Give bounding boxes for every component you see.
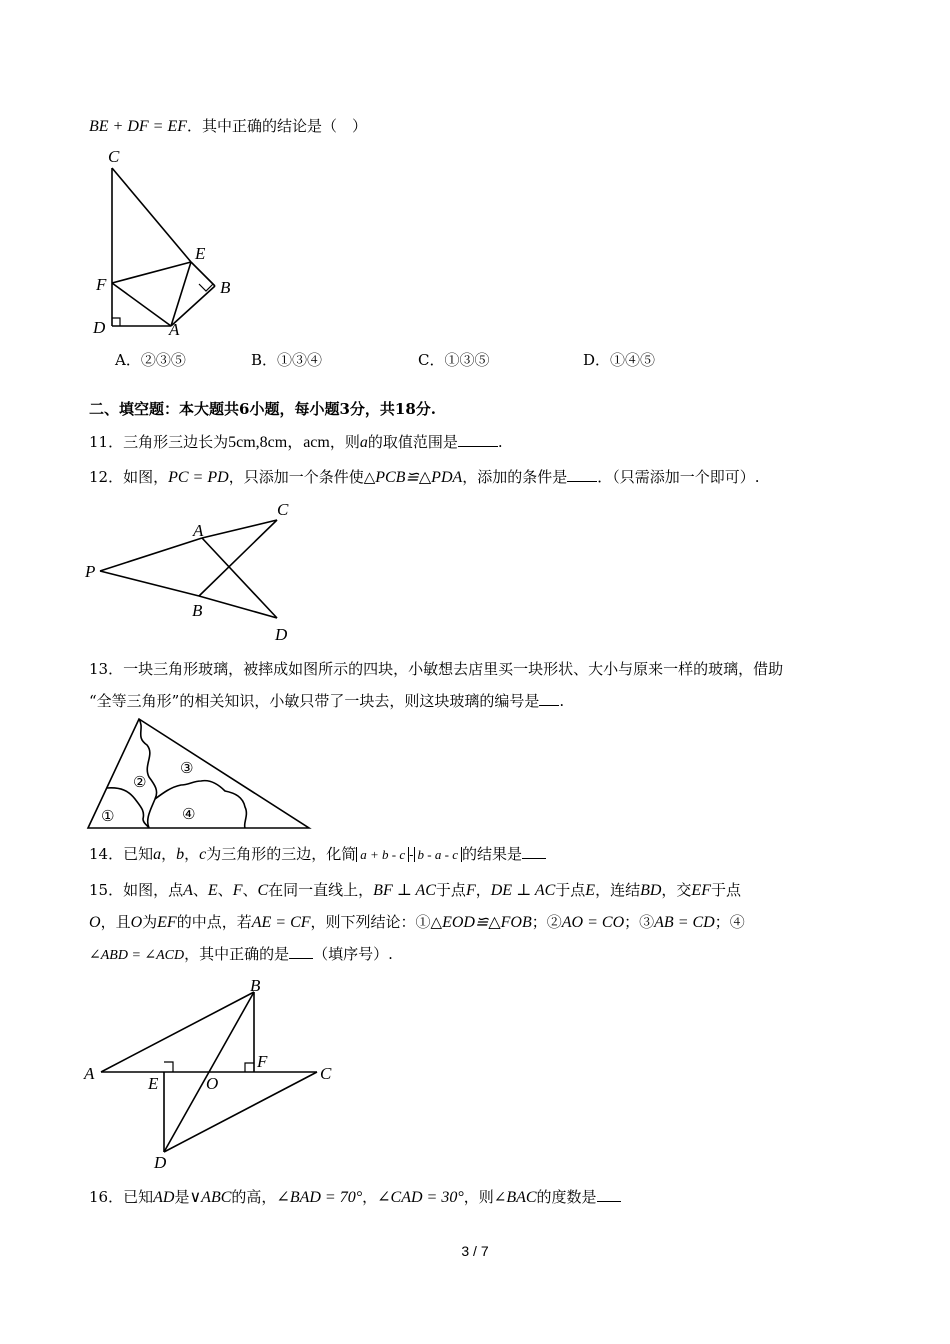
question-text: ．其中正确的结论是（ ） <box>187 117 368 135</box>
question-14: 14．已知a，b，c为三角形的三边，化简 a + b - c - b - a - c 的结果是 <box>89 843 546 867</box>
page-number: 3 / 7 <box>461 1243 489 1259</box>
question-13-line2: “全等三角形”的相关知识，小敏只带了一块去，则这块玻璃的编号是 . <box>89 692 565 710</box>
option-c[interactable]: C．①③⑤ <box>418 351 490 369</box>
question-15-line1: 15．如图，点A、E、F、C在同一直线上，BF ⊥ AC于点F，DE ⊥ AC于点E，连结BD，交EF于点 <box>89 881 741 899</box>
label-D: D <box>154 1153 167 1172</box>
label-D: D <box>93 318 106 337</box>
label-B: B <box>250 976 261 995</box>
label-A: A <box>169 320 180 339</box>
label-B: B <box>220 278 231 297</box>
question-10-tail <box>89 115 367 138</box>
label-A: A <box>193 521 204 540</box>
piece-1: ① <box>101 807 115 825</box>
answer-blank[interactable] <box>567 467 597 482</box>
option-d[interactable]: D．①④⑤ <box>583 351 656 369</box>
answer-blank[interactable] <box>458 432 498 447</box>
answer-blank[interactable] <box>289 944 313 959</box>
figure-broken-glass <box>85 715 315 835</box>
answer-blank[interactable] <box>522 844 546 859</box>
formula: BE + DF = EF <box>89 118 188 135</box>
question-15-line3: ∠ABD = ∠ACD，其中正确的是 （填序号）. <box>89 945 393 963</box>
label-E: E <box>195 244 206 263</box>
section-heading: 二、填空题：本大题共6小题，每小题3分，共18分. <box>89 400 436 418</box>
label-O: O <box>206 1074 219 1093</box>
piece-2: ② <box>133 773 147 791</box>
question-12: 12．如图，PC = PD，只添加一个条件使△PCB≌△PDA，添加的条件是 ．（只需添加一个即可）. <box>89 468 760 486</box>
figure-kite <box>80 495 320 645</box>
piece-4: ④ <box>182 805 196 823</box>
option-b[interactable]: B．①③④ <box>251 351 323 369</box>
question-15-line2: O，且O为EF的中点，若AE = CF，则下列结论：①△EOD≌△FOB；②AO = CO；③AB = CD；④ <box>89 913 745 931</box>
answer-blank[interactable] <box>597 1187 621 1202</box>
label-C: C <box>320 1064 332 1083</box>
figure-quadrilateral <box>85 145 245 345</box>
question-11: 11．三角形三边长为5cm,8cm，acm，则a的取值范围是 . <box>89 433 503 451</box>
answer-blank[interactable] <box>539 691 559 706</box>
question-13-line1: 13．一块三角形玻璃，被摔成如图所示的四块，小敏想去店里买一块形状、大小与原来一样的玻璃，借助 <box>89 660 784 678</box>
label-D: D <box>275 625 288 644</box>
label-C: C <box>277 500 289 519</box>
label-P: P <box>85 562 96 581</box>
label-B: B <box>192 601 203 620</box>
piece-3: ③ <box>180 759 194 777</box>
figure-parallelogram <box>80 972 350 1177</box>
label-C: C <box>108 147 120 166</box>
label-F: F <box>96 275 107 294</box>
label-A: A <box>84 1064 95 1083</box>
option-a[interactable]: A．②③⑤ <box>115 351 186 369</box>
label-E: E <box>148 1074 159 1093</box>
label-F: F <box>257 1052 268 1071</box>
question-16: 16．已知AD是∨ABC的高，∠BAD = 70°，∠CAD = 30°，则∠BAC的度数是 <box>89 1186 621 1209</box>
